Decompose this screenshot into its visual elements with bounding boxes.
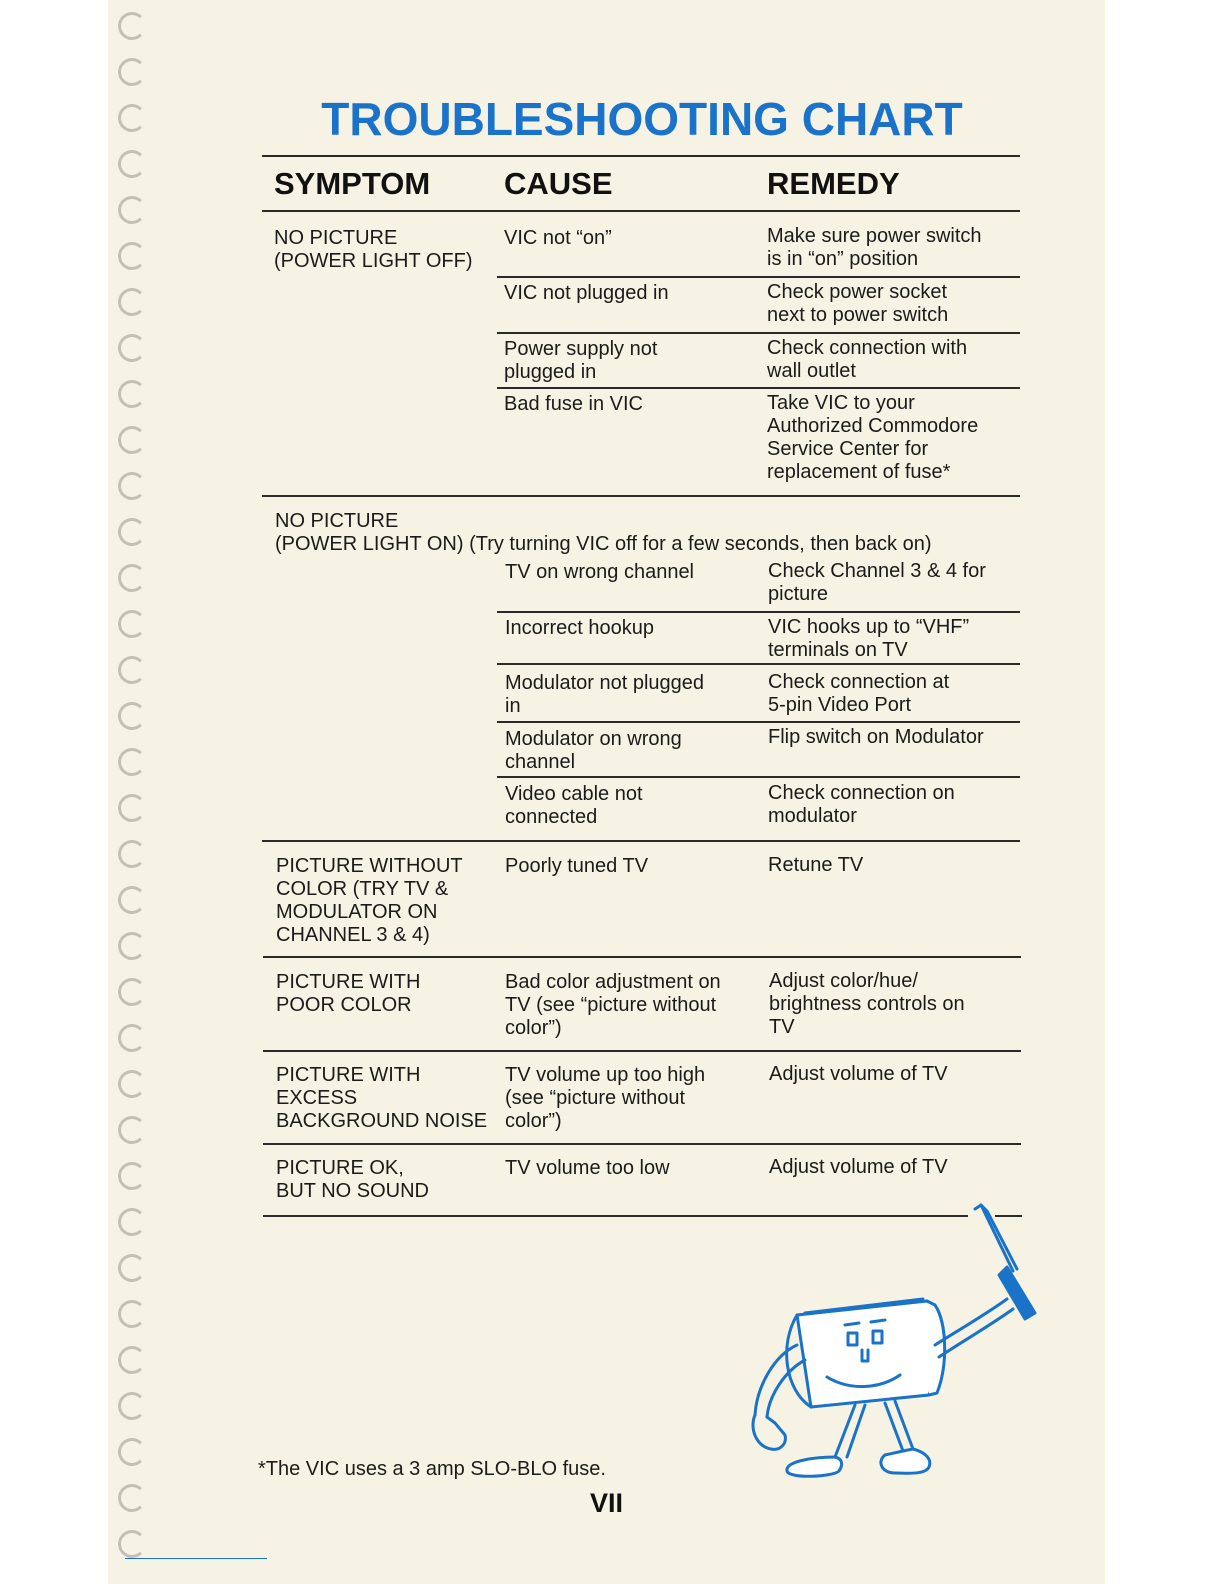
cause-cell: TV volume up too high (see “picture without color”) [505, 1064, 706, 1132]
binding-ring [118, 564, 146, 592]
remedy-cell: Adjust volume of TV [769, 1156, 948, 1178]
cause-cell: Modulator not plugged in [505, 672, 705, 717]
row-divider [497, 721, 1020, 723]
cause-cell: Power supply not plugged in [504, 338, 658, 383]
symptom-cell: PICTURE WITH POOR COLOR [276, 971, 421, 1016]
cause-cell: Bad color adjustment on TV (see “picture without color”) [505, 971, 721, 1039]
remedy-cell: Flip switch on Modulator [768, 726, 984, 748]
binding-ring [118, 1254, 146, 1282]
binding-ring [118, 794, 146, 822]
cause-cell: Bad fuse in VIC [504, 393, 643, 415]
binding-ring [118, 58, 146, 86]
table-top-rule [262, 155, 1020, 157]
binding-ring [118, 1346, 146, 1374]
binding-ring [118, 702, 146, 730]
remedy-cell: VIC hooks up to “VHF” terminals on TV [768, 616, 970, 661]
binding-ring [118, 12, 146, 40]
remedy-cell: Make sure power switch is in “on” position [767, 225, 982, 270]
binding-ring [118, 1484, 146, 1512]
binding-ring [118, 886, 146, 914]
cause-cell: VIC not “on” [504, 227, 612, 249]
binding-ring [118, 288, 146, 316]
remedy-cell: Check power socket next to power switch [767, 281, 949, 326]
binding-ring [118, 150, 146, 178]
binding-ring [118, 196, 146, 224]
header-cause: CAUSE [504, 166, 613, 201]
remedy-cell: Take VIC to your Authorized Commodore Service Center for replacement of fuse* [767, 392, 979, 483]
cause-cell: Incorrect hookup [505, 617, 654, 639]
row-divider [497, 776, 1020, 778]
header-bottom-rule [262, 210, 1020, 212]
remedy-cell: Check connection with wall outlet [767, 337, 968, 382]
cause-cell: VIC not plugged in [504, 282, 669, 304]
remedy-cell: Adjust color/hue/ brightness controls on TV [769, 970, 965, 1038]
cause-cell: Poorly tuned TV [505, 855, 649, 877]
binding-ring [118, 656, 146, 684]
group-divider [263, 956, 1021, 958]
binding-ring [118, 1530, 146, 1558]
binding-ring [118, 1300, 146, 1328]
binding-ring [118, 518, 146, 546]
remedy-cell: Adjust volume of TV [769, 1063, 948, 1085]
row-divider [497, 663, 1020, 665]
page-title: TROUBLESHOOTING CHART [321, 93, 963, 145]
header-remedy: REMEDY [767, 166, 900, 201]
symptom-cell: NO PICTURE (POWER LIGHT OFF) [274, 227, 473, 272]
binding-ring [118, 1162, 146, 1190]
binding-ring [118, 1438, 146, 1466]
cause-cell: TV volume too low [505, 1157, 670, 1179]
symptom-cell: PICTURE WITH EXCESS BACKGROUND NOISE [276, 1064, 488, 1132]
header-symptom: SYMPTOM [274, 166, 431, 201]
binding-ring [118, 426, 146, 454]
symptom-cell: PICTURE OK, BUT NO SOUND [276, 1157, 429, 1202]
remedy-cell: Check connection at 5-pin Video Port [768, 671, 950, 716]
group-divider [263, 1143, 1021, 1145]
binding-ring [118, 932, 146, 960]
cause-cell: TV on wrong channel [505, 561, 695, 583]
mascot-illustration [735, 1195, 1055, 1485]
fuse-footnote: *The VIC uses a 3 amp SLO-BLO fuse. [258, 1458, 606, 1480]
remedy-cell: Check connection on modulator [768, 782, 955, 827]
binding-ring [118, 472, 146, 500]
row-divider [497, 387, 1020, 389]
binding-ring [118, 978, 146, 1006]
remedy-cell: Retune TV [768, 854, 864, 876]
binding-ring [118, 334, 146, 362]
binding-ring [118, 610, 146, 638]
remedy-cell: Check Channel 3 & 4 for picture [768, 560, 986, 605]
group-divider [262, 495, 1020, 497]
binding-ring [118, 1208, 146, 1236]
cause-cell: Modulator on wrong channel [505, 728, 682, 773]
binding-ring [118, 1392, 146, 1420]
row-divider [497, 332, 1020, 334]
cause-cell: Video cable not connected [505, 783, 643, 828]
symptom-cell: PICTURE WITHOUT COLOR (TRY TV & MODULATOR ON CHANNEL 3 & 4) [276, 855, 463, 946]
binding-ring [118, 1024, 146, 1052]
binding-ring [118, 1070, 146, 1098]
row-divider [497, 611, 1020, 613]
binding-ring [118, 748, 146, 776]
binding-ring [118, 1116, 146, 1144]
symptom-note: (POWER LIGHT ON) (Try turning VIC off for a few seconds, then back on) [275, 533, 932, 555]
scan-edge-line [125, 1558, 267, 1559]
symptom-cell: NO PICTURE [275, 510, 399, 532]
binding-ring [118, 104, 146, 132]
page-number: VII [590, 1488, 624, 1518]
binding-ring [118, 242, 146, 270]
group-divider [262, 840, 1020, 842]
binding-ring [118, 380, 146, 408]
spiral-binding [108, 0, 158, 1584]
group-divider [263, 1050, 1021, 1052]
binding-ring [118, 840, 146, 868]
row-divider [497, 276, 1020, 278]
